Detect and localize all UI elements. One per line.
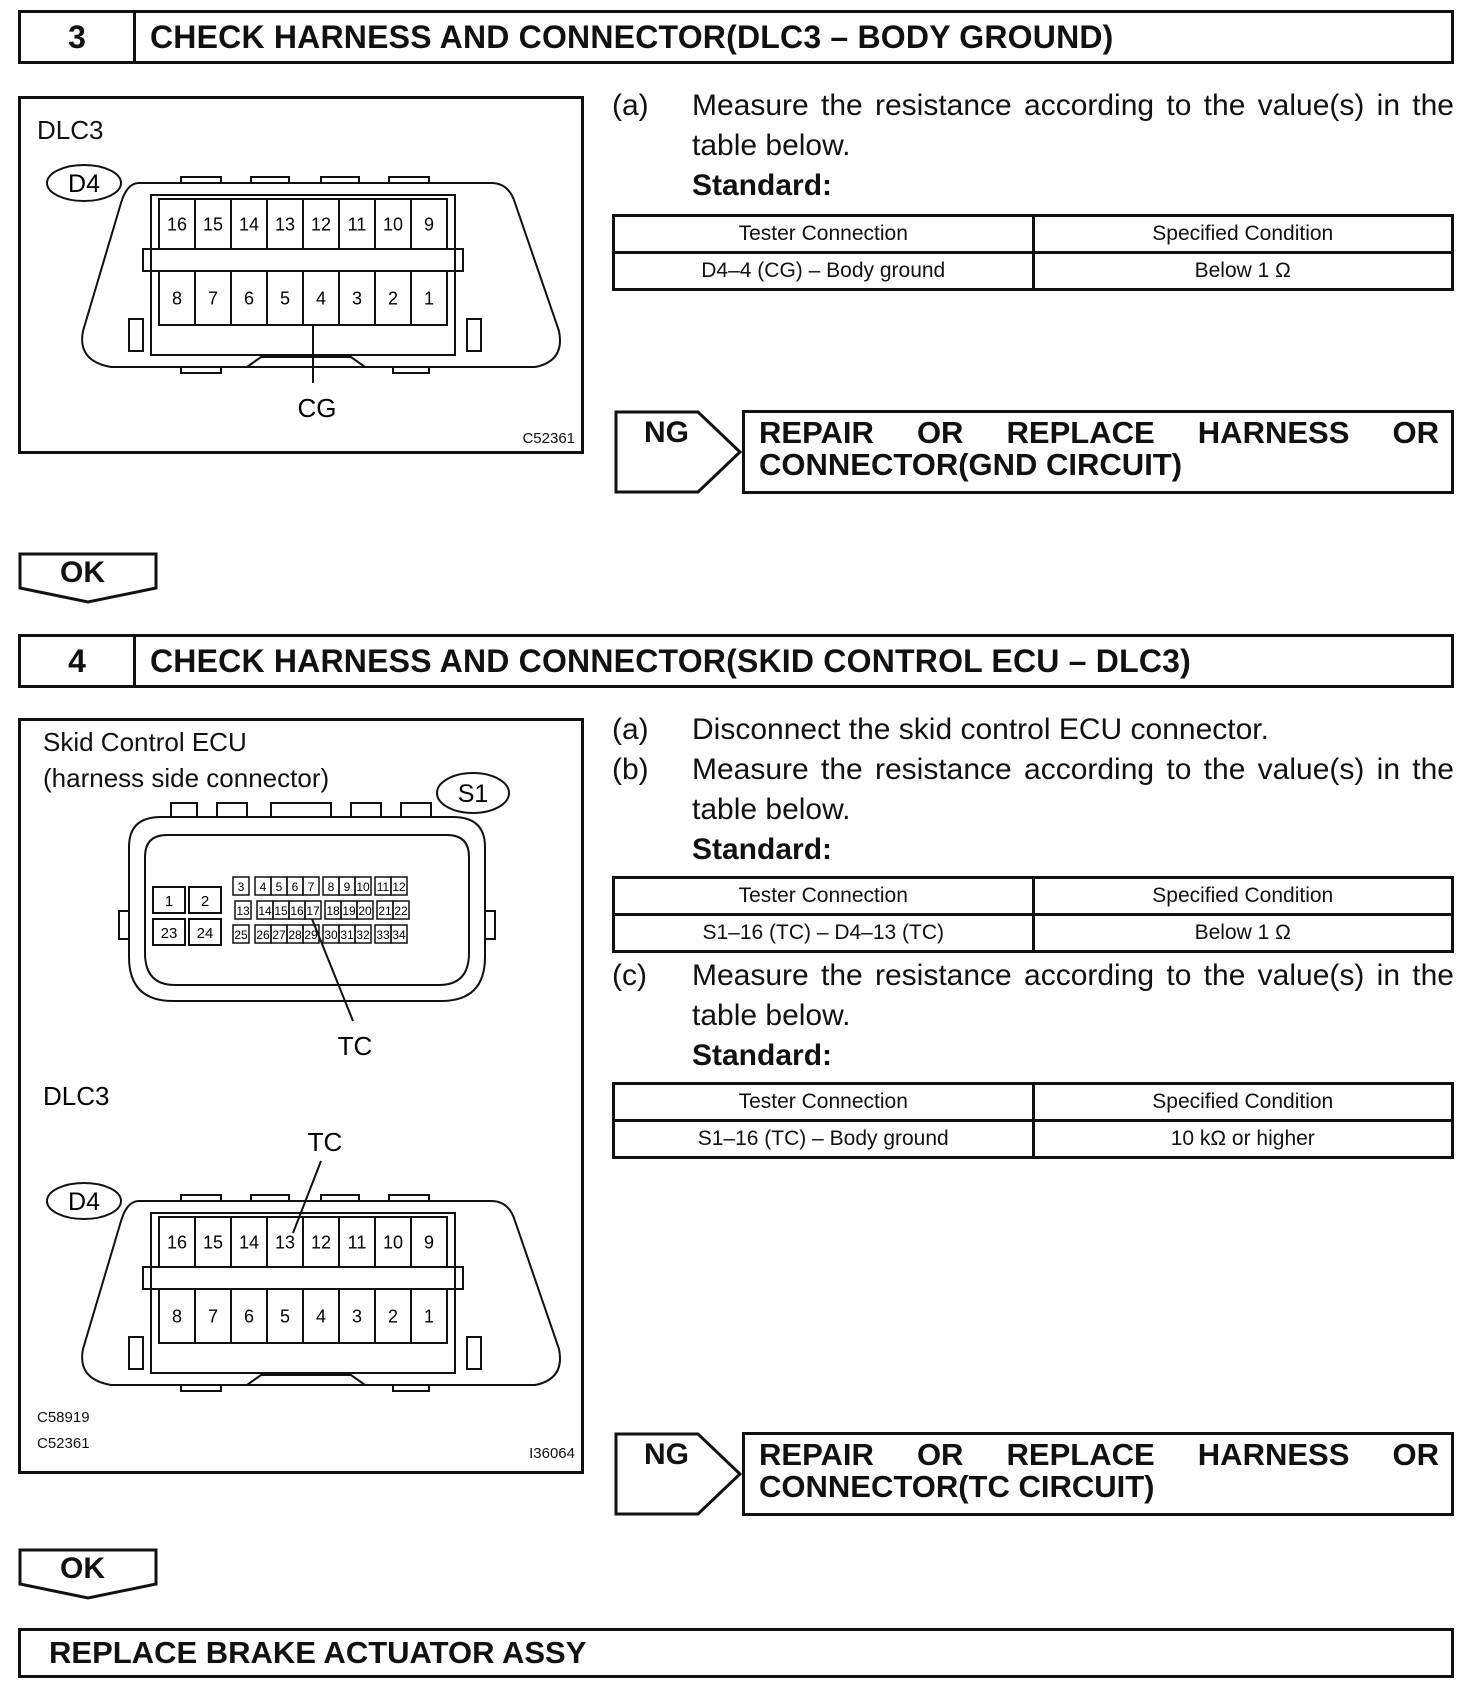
step4-repair-line2: CONNECTOR(TC CIRCUIT): [759, 1469, 1155, 1504]
ecu-label-line1: Skid Control ECU: [43, 727, 247, 757]
ecu-pin: 1: [164, 893, 174, 910]
ecu-pin: 12: [392, 880, 406, 894]
ecu-pin: 19: [342, 904, 356, 918]
ecu-tc-label: TC: [337, 1031, 373, 1061]
dlc3-pin: 9: [423, 1232, 435, 1253]
ecu-pin: 31: [340, 928, 354, 942]
step4-spec-table-c: [612, 1082, 1454, 1159]
table-cell-connection: S1–16 (TC) – D4–13 (TC): [614, 915, 1034, 952]
step4-figure: [18, 718, 584, 1474]
repair-word: REPLACE: [1006, 415, 1155, 450]
ecu-pin: 5: [275, 880, 283, 894]
ecu-pin: 13: [236, 904, 250, 918]
ecu-pin: 17: [306, 904, 320, 918]
step4-instr-b-letter: (b): [612, 753, 649, 786]
final-step-box: REPLACE BRAKE ACTUATOR ASSY: [18, 1628, 1454, 1678]
ecu-pin: 8: [327, 880, 335, 894]
dlc3-pin: 15: [202, 1232, 224, 1253]
dlc3-pin: 14: [238, 214, 260, 235]
dlc3-pin: 8: [171, 288, 183, 309]
dlc3-pin: 12: [310, 1232, 332, 1253]
step3-standard-label: Standard:: [692, 169, 833, 202]
ecu-pin: 33: [376, 928, 390, 942]
step3-repair-box: [742, 410, 1454, 494]
repair-word: HARNESS: [1197, 1437, 1350, 1472]
step4-standard-label-c: Standard:: [692, 1039, 833, 1072]
step4-spec-table-b: [612, 876, 1454, 953]
table-cell-condition: 10 kΩ or higher: [1033, 1121, 1453, 1158]
dlc3-pin: 5: [279, 288, 291, 309]
step4-instr-c-text: Measure the resistance according to the value(s) in the table below.: [692, 959, 1454, 1032]
table-cell-condition: Below 1 Ω: [1033, 915, 1453, 952]
dlc3-pin: 9: [423, 214, 435, 235]
ecu-connector-id: S1: [457, 780, 489, 808]
step3-ng-indicator: [614, 410, 742, 494]
dlc3-pin: 13: [274, 214, 296, 235]
ecu-pin: 28: [288, 928, 302, 942]
dlc3-pin: 3: [351, 288, 363, 309]
step4-ok-label: OK: [60, 1552, 105, 1585]
ecu-pin: 6: [291, 880, 299, 894]
step3-instr-a-letter: (a): [612, 89, 649, 122]
ecu-pin: 25: [234, 928, 248, 942]
ecu-pin: 14: [258, 904, 272, 918]
step4-ng-indicator: [614, 1432, 742, 1516]
repair-word: OR: [916, 415, 964, 450]
ecu-pin: 23: [160, 925, 178, 942]
step3-ok-label: OK: [60, 556, 105, 589]
ecu-pin: 21: [378, 904, 392, 918]
dlc3-pin: 4: [315, 1306, 327, 1327]
ecu-pin: 11: [376, 880, 390, 894]
dlc3-label-step4: DLC3: [43, 1081, 110, 1111]
step3-number: 3: [21, 13, 136, 61]
step4-instr-c-letter: (c): [612, 959, 647, 992]
cg-terminal-label: CG: [297, 393, 337, 423]
dlc3-pin: 6: [243, 288, 255, 309]
step3-figure-code: C52361: [522, 430, 575, 447]
ecu-pin: 27: [272, 928, 286, 942]
step4-header: [18, 634, 1454, 688]
ecu-pin: 30: [324, 928, 338, 942]
ecu-pin: 16: [290, 904, 304, 918]
step4-instr-a-text: Disconnect the skid control ECU connector.: [692, 713, 1269, 746]
dlc3-pin: 15: [202, 214, 224, 235]
repair-word: REPAIR: [759, 415, 874, 450]
dlc3-pin: 11: [347, 214, 367, 235]
table-header-condition: Specified Condition: [1033, 1084, 1453, 1121]
dlc3-pin: 10: [382, 1232, 404, 1253]
table-header-condition: Specified Condition: [1033, 878, 1453, 915]
dlc3-pin: 11: [347, 1232, 367, 1253]
dlc3-label: DLC3: [37, 115, 104, 145]
dlc3-pin: 8: [171, 1306, 183, 1327]
dlc3-pin: 2: [387, 1306, 399, 1327]
ecu-pin: 20: [358, 904, 372, 918]
repair-word: REPAIR: [759, 1437, 874, 1472]
step3-instr-a-text: Measure the resistance according to the value(s) in the table below.: [692, 89, 1454, 162]
ecu-pin: 29: [304, 928, 318, 942]
step3-header: [18, 10, 1454, 64]
step4-ng-label: NG: [644, 1438, 689, 1471]
table-cell-connection: S1–16 (TC) – Body ground: [614, 1121, 1034, 1158]
dlc3-pin: 7: [207, 288, 219, 309]
dlc3-pin: 14: [238, 1232, 260, 1253]
repair-word: OR: [916, 1437, 964, 1472]
step4-ok-indicator: [18, 1548, 158, 1600]
dlc3-connector-id: D4: [68, 170, 100, 198]
dlc3-pin: 6: [243, 1306, 255, 1327]
repair-word: HARNESS: [1197, 415, 1350, 450]
dlc3-pin: 1: [423, 288, 435, 309]
table-header-condition: Specified Condition: [1033, 216, 1453, 253]
step4-instr-b-text: Measure the resistance according to the value(s) in the table below.: [692, 753, 1454, 826]
table-cell-condition: Below 1 Ω: [1033, 253, 1453, 290]
dlc3-pin: 5: [279, 1306, 291, 1327]
ecu-pin: 2: [200, 893, 210, 910]
step4-repair-box: [742, 1432, 1454, 1516]
step4-standard-label-b: Standard:: [692, 833, 833, 866]
dlc3-pin: 16: [166, 1232, 188, 1253]
repair-word: OR: [1392, 415, 1439, 450]
step3-repair-line2: CONNECTOR(GND CIRCUIT): [759, 447, 1183, 482]
ecu-label-line2: (harness side connector): [43, 763, 330, 793]
step3-spec-table: [612, 214, 1454, 291]
ecu-pin: 3: [237, 880, 245, 894]
ecu-pin: 22: [394, 904, 408, 918]
dlc3-pin: 10: [382, 214, 404, 235]
ecu-pin: 9: [343, 880, 351, 894]
repair-word: OR: [1392, 1437, 1439, 1472]
table-header-connection: Tester Connection: [614, 216, 1034, 253]
ecu-pin: 26: [256, 928, 270, 942]
dlc3-pin: 2: [387, 288, 399, 309]
ecu-pin: 4: [259, 880, 267, 894]
step3-title: CHECK HARNESS AND CONNECTOR(DLC3 – BODY GROUND): [150, 18, 1114, 55]
step3-ng-label: NG: [644, 416, 689, 449]
dlc3-pin: 12: [310, 214, 332, 235]
step4-instr-a-letter: (a): [612, 713, 649, 746]
step4-number: 4: [21, 637, 136, 685]
step4-instructions-ab: [612, 710, 1454, 870]
step4-figure-code-2: C52361: [37, 1435, 90, 1452]
ecu-pin: 15: [274, 904, 288, 918]
dlc3-pin: 3: [351, 1306, 363, 1327]
dlc3-pin: 4: [315, 288, 327, 309]
dlc3-connector-diagram: [21, 99, 581, 451]
table-cell-connection: D4–4 (CG) – Body ground: [614, 253, 1034, 290]
step4-figure-code-1: C58919: [37, 1409, 90, 1426]
ecu-pin: 18: [326, 904, 340, 918]
dlc3-connector-id-step4: D4: [68, 1188, 100, 1216]
table-header-connection: Tester Connection: [614, 878, 1034, 915]
dlc3-pin: 13: [274, 1232, 296, 1253]
table-header-connection: Tester Connection: [614, 1084, 1034, 1121]
ecu-pin: 34: [392, 928, 406, 942]
dlc3-tc-label: TC: [307, 1127, 343, 1157]
ecu-pin: 10: [356, 880, 370, 894]
dlc3-pin: 7: [207, 1306, 219, 1327]
step4-instructions-c: [612, 956, 1454, 1076]
step3-instructions: [612, 86, 1454, 206]
repair-word: REPLACE: [1006, 1437, 1155, 1472]
ecu-and-dlc3-diagram: [21, 721, 581, 1471]
step3-ok-indicator: [18, 552, 158, 604]
ecu-pin: 7: [307, 880, 315, 894]
step3-figure: [18, 96, 584, 454]
dlc3-pin: 16: [166, 214, 188, 235]
step4-title: CHECK HARNESS AND CONNECTOR(SKID CONTROL ECU – DLC3): [150, 642, 1191, 679]
ecu-pin: 32: [356, 928, 370, 942]
ecu-pin: 24: [196, 925, 214, 942]
dlc3-pin: 1: [423, 1306, 435, 1327]
step4-figure-code-3: I36064: [529, 1445, 575, 1462]
